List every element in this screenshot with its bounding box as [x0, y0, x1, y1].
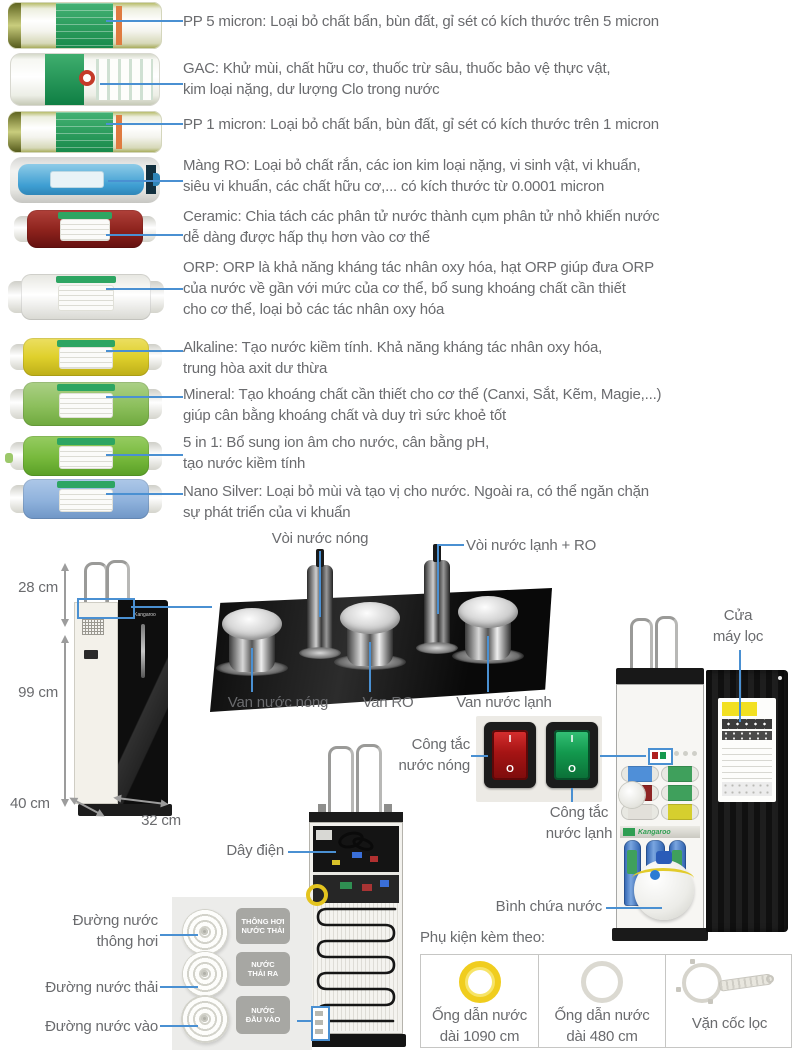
filter-orp-desc: ORP: ORP là khả năng kháng tác nhân oxy hóa, hạt ORP giúp đưa ORP của nước về gần với mức của cơ thể, bổ sung khoáng chất cần thiết cho cơ thể, loại bỏ các tác nhân oxy hóa	[183, 259, 654, 318]
mini-switch-box	[648, 748, 673, 765]
inline-filter-icon	[661, 804, 699, 820]
inline-filter-icon	[661, 785, 699, 801]
screw-icon	[778, 676, 782, 680]
faucet-pipe-icon	[655, 616, 678, 673]
dimension-label-top: 28 cm	[18, 579, 58, 596]
accessories-table	[420, 954, 792, 1048]
callout-line	[106, 396, 183, 398]
rear-top-strip	[309, 812, 403, 822]
filter-5in1-image	[10, 436, 162, 476]
dimension-arrow-99cm	[64, 638, 66, 804]
plate-inlet: NƯỚC ĐẦU VÀO	[236, 996, 290, 1034]
vent-connector-icon	[182, 909, 228, 955]
label-switch-hot: Công tắc nước nóng	[398, 736, 470, 774]
filter-ceramic-desc: Ceramic: Chia tách các phân tử nước thành cụm phân tử nhỏ khiến nước dễ dàng được hấp thụ hơn vào cơ thể	[183, 208, 660, 246]
callout-line	[600, 755, 646, 757]
yellow-tube-coil-icon	[306, 884, 328, 906]
wrench-lug-icon	[676, 987, 681, 992]
indicator-dot-icon	[683, 751, 688, 756]
filter-wrench-icon	[718, 973, 773, 991]
label-faucet-hot: Vòi nước nóng	[271, 530, 369, 547]
callout-line	[606, 907, 662, 909]
callout-line	[319, 551, 321, 617]
faucet-pipe-icon	[328, 746, 354, 813]
door-instruction-card	[718, 698, 776, 802]
callout-line	[297, 1020, 312, 1022]
callout-line	[437, 544, 464, 546]
label-valve-hot: Van nước nóng	[227, 694, 329, 711]
plate-vent: THÔNG HƠI NƯỚC THẢI	[236, 908, 290, 944]
callout-line	[106, 123, 183, 125]
label-water-tank: Bình chứa nước	[495, 898, 602, 915]
filter-gac-desc: GAC: Khử mùi, chất hữu cơ, thuốc trừ sâu, thuốc bảo vệ thực vật, kim loại nặng, dư lượng Clo trong nước	[183, 60, 611, 98]
side-display-icon	[84, 650, 98, 659]
yellow-tube-coil-icon	[465, 967, 495, 997]
label-valve-ro: Van RO	[362, 694, 414, 711]
front-display-strip	[141, 624, 145, 678]
filter-mineral-image	[10, 382, 162, 426]
tank-fitting-icon	[650, 870, 660, 880]
filter-nano-silver-desc: Nano Silver: Loại bỏ mùi và tạo vị cho nước. Ngoài ra, có thể ngăn chặn sự phát triển của vi khuẩn	[183, 483, 649, 521]
filter-5in1-desc: 5 in 1: Bổ sung ion âm cho nước, cân bằng pH, tạo nước kiềm tính	[183, 434, 490, 472]
callout-line	[487, 636, 489, 692]
label-waste-line: Đường nước thải	[45, 979, 158, 996]
label-valve-cold: Van nước lạnh	[456, 694, 552, 711]
component-icon	[332, 860, 340, 865]
callout-line	[369, 642, 371, 692]
filter-ro-desc: Màng RO: Loại bỏ chất rắn, các ion kim loại nặng, vi sinh vật, vi khuẩn, siêu vi khuẩn, các chất hữu cơ,... có kích thước từ 0.0001 micron	[183, 157, 641, 195]
accessory-tube-1090: Ống dẫn nước dài 1090 cm	[421, 955, 539, 1047]
callout-line	[437, 544, 439, 614]
label-switch-cold: Công tắc nước lạnh	[545, 804, 613, 842]
callout-line	[160, 934, 198, 936]
callout-line	[160, 986, 198, 988]
callout-line	[100, 83, 183, 85]
brand-logo: Kangaroo	[134, 612, 156, 618]
inlet-connector-box	[311, 1006, 330, 1041]
inline-filter-icon	[621, 766, 659, 782]
housing-label-icon	[627, 850, 637, 874]
indicator-dot-icon	[692, 751, 697, 756]
pipe-fitting-icon	[384, 804, 392, 812]
filter-pp1-desc: PP 1 micron: Loại bỏ chất bẩn, bùn đất, gỉ sét có kích thước trên 1 micron	[183, 116, 659, 133]
filter-pp5-desc: PP 5 micron: Loại bỏ chất bẩn, bùn đất, gỉ sét có kích thước trên 5 micron	[183, 13, 659, 30]
component-icon	[370, 856, 378, 862]
callout-line	[106, 20, 183, 22]
component-icon	[352, 852, 362, 858]
dimension-arrow-28cm	[64, 566, 66, 624]
inlet-connector-icon	[181, 995, 229, 1043]
filter-alkaline-desc: Alkaline: Tạo nước kiềm tính. Khả năng kháng tác nhân oxy hóa, trung hòa axit dư thừa	[183, 339, 603, 377]
callout-line	[471, 755, 488, 757]
filter-orp-image	[8, 274, 164, 320]
filter-cap-icon	[619, 782, 645, 808]
filter-wrench-icon	[682, 963, 722, 1003]
filter-nano-silver-image	[10, 479, 162, 519]
dimension-label-depth: 40 cm	[10, 795, 50, 812]
filter-wrench-icon	[766, 975, 774, 983]
filter-mineral-desc: Mineral: Tạo khoáng chất cần thiết cho cơ thể (Canxi, Sắt, Kẽm, Magie,...) giúp cân bằng khoáng chất và duy trì sức khoẻ tốt	[183, 386, 662, 424]
callout-line	[106, 350, 183, 352]
rear-label-icon	[316, 830, 332, 840]
label-faucet-cold-ro: Vòi nước lạnh + RO	[466, 537, 597, 554]
callout-line	[288, 851, 336, 853]
accessory-tube-480: Ống dẫn nước dài 480 cm	[539, 955, 666, 1047]
callout-line	[251, 648, 253, 692]
plate-waste: NƯỚC THẢI RA	[236, 952, 290, 986]
callout-line	[106, 288, 183, 290]
callout-line	[106, 234, 183, 236]
label-inlet-line: Đường nước vào	[45, 1018, 158, 1035]
filter-gac-image	[10, 53, 160, 106]
brand-strip: Kangaroo	[620, 826, 700, 838]
callout-line	[106, 493, 183, 495]
wrench-lug-icon	[708, 999, 713, 1004]
component-icon	[362, 884, 372, 891]
callout-line	[160, 1025, 198, 1027]
dimension-label-height: 99 cm	[18, 684, 58, 701]
callout-line	[739, 650, 741, 722]
yellow-tube-icon	[632, 868, 694, 889]
accessory-wrench: Vặn cốc lọc	[666, 955, 793, 1047]
accessories-title: Phụ kiện kèm theo:	[420, 929, 545, 946]
filter-pp1-image	[8, 111, 162, 153]
component-icon	[380, 880, 389, 887]
faucet-highlight-box	[77, 598, 135, 619]
hot-water-switch[interactable]: I O	[484, 722, 536, 788]
dimension-label-width: 32 cm	[141, 812, 181, 829]
pipe-fitting-icon	[318, 804, 326, 812]
cabinet-top-strip	[616, 668, 704, 684]
cabinet-base	[612, 928, 708, 941]
label-filter-door: Cửa máy lọc	[712, 607, 764, 645]
faucet-pipe-icon	[630, 618, 653, 673]
vent-grille-icon	[82, 618, 104, 635]
waste-connector-icon	[182, 951, 228, 997]
label-power-cord: Dây điện	[226, 842, 284, 859]
callout-line	[571, 788, 573, 802]
callout-line	[106, 454, 183, 456]
gray-tube-coil-icon	[581, 961, 623, 1003]
faucet-pipe-icon	[356, 744, 382, 813]
cold-water-switch[interactable]: I O	[546, 722, 598, 788]
wrench-lug-icon	[690, 959, 695, 964]
filter-door-open[interactable]	[706, 670, 788, 932]
tank-valve-icon	[656, 851, 672, 864]
filter-alkaline-image	[10, 338, 162, 376]
component-icon	[340, 882, 352, 889]
inline-filter-icon	[661, 766, 699, 782]
filter-ceramic-image	[14, 210, 156, 248]
callout-line	[108, 180, 183, 182]
label-vent-line: Đường nước thông hơi	[72, 912, 158, 950]
filter-pp5-image	[8, 2, 162, 49]
indicator-dot-icon	[674, 751, 679, 756]
callout-line	[131, 606, 212, 608]
